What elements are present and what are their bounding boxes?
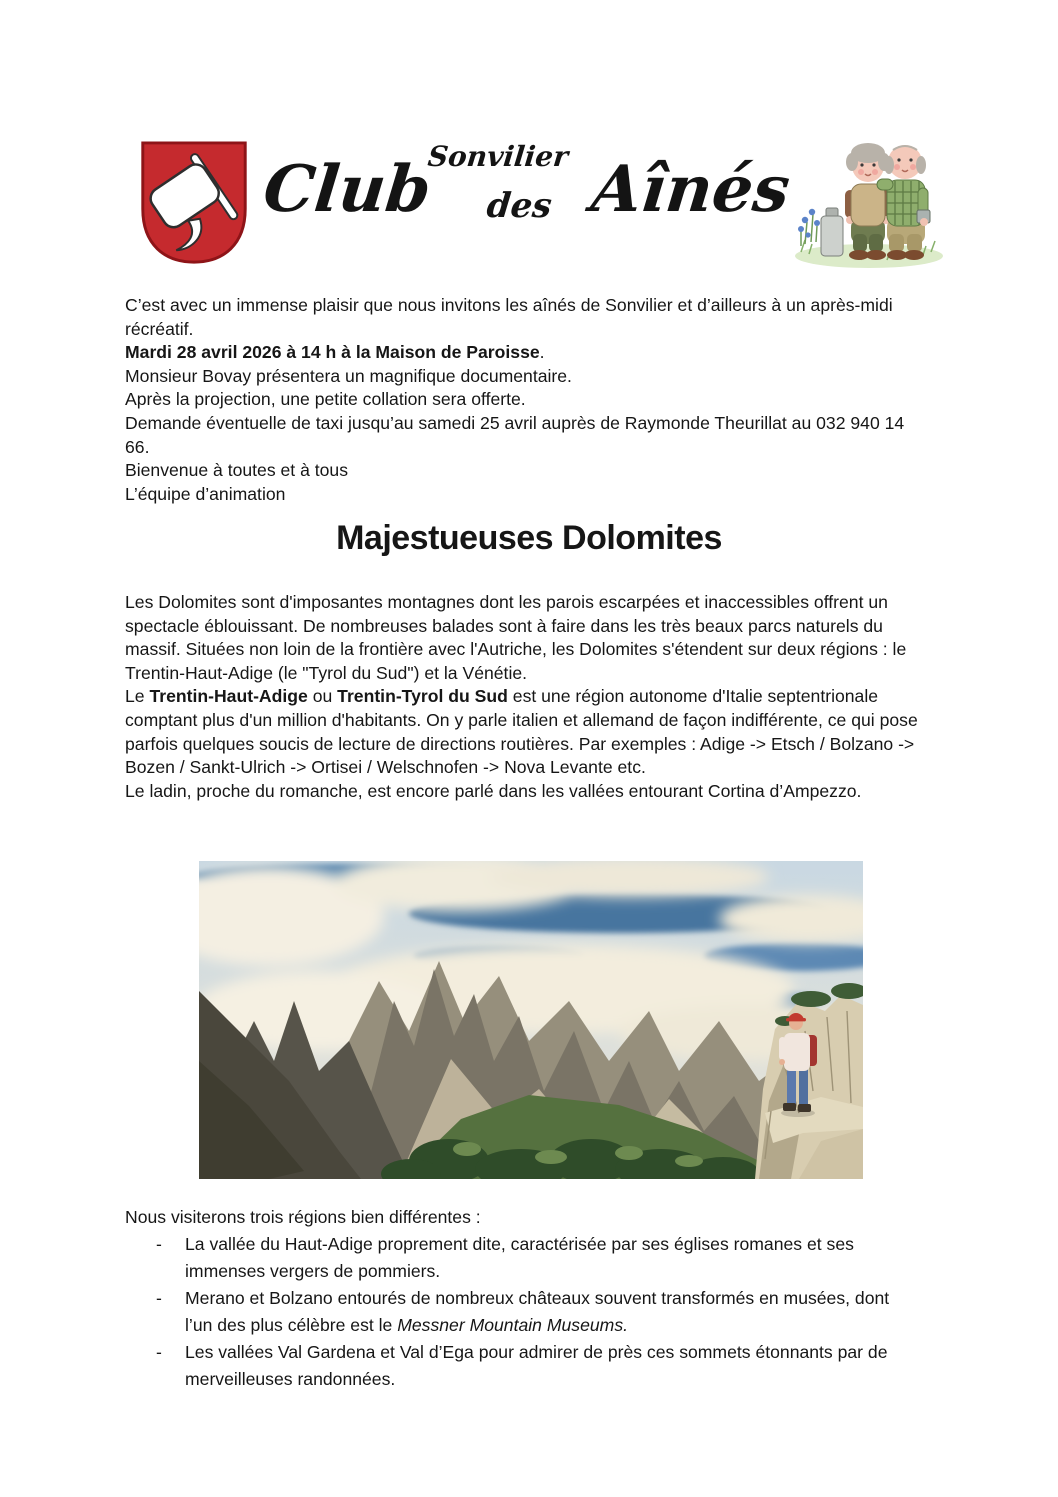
taxi-line: Demande éventuelle de taxi jusqu’au samedi 25 avril auprès de Raymonde Theurillat au 032 940 14 66. [125,412,905,457]
regions-section [125,1204,931,1393]
event-date-bold: Mardi 28 avril 2026 à 14 h à la Maison de Paroisse [125,342,540,363]
bullet-dash: - [156,1234,162,1254]
bullet-dash: - [156,1288,162,1308]
museum-name-italic: Messner Mountain Museums. [397,1315,628,1335]
regions-intro: Nous visiterons trois régions bien différentes : [125,1207,481,1227]
sonvilier-crest-icon [136,138,252,268]
intro-paragraph: C’est avec un immense plaisir que nous invitons les aînés de Sonvilier et d’ailleurs à un après-midi récréatif. [125,295,893,339]
club-script-aines: Aînés [588,152,794,227]
dolomites-paragraph-3: Le ladin, proche du romanche, est encore parlé dans les vallées entourant Cortina d’Ampezzo. [125,780,862,801]
intro-section [125,294,931,506]
welcome-line: Bienvenue à toutes et à tous [125,460,349,481]
list-item [125,1231,931,1285]
signature-line: L’équipe d’animation [125,483,286,504]
event-date-line: Mardi 28 avril 2026 à 14 h à la Maison de Paroisse. [125,342,545,363]
list-item-text: Les vallées Val Gardena et Val d’Ega pour admirer de près ces sommets étonnants par de merveilleuses randonnées. [185,1342,888,1389]
dolomites-paragraph-1: Les Dolomites sont d'imposantes montagnes dont les parois escarpées et inaccessibles offrent un spectacle éblouissant. De nombreuses balades sont à faire dans les très beaux parcs naturels du massif. Situées non loin de la frontière avec l'Autriche, les Dolomites s'étendent sur deux régions : le Trentin-Haut-Adige (le "Tyrol du Sud") et la Vénétie. [125,592,907,683]
presenter-line: Monsieur Bovay présentera un magnifique documentaire. [125,365,572,386]
dolomites-section [125,591,931,803]
club-script-des: des [484,186,554,226]
club-script-sonvilier: Sonvilier [426,140,570,173]
club-header [0,0,1058,290]
section-title: Majestueuses Dolomites [336,519,722,557]
list-item [125,1339,931,1393]
trentin-tyrol-bold: Trentin-Tyrol du Sud [337,686,508,707]
trentin-haut-adige-bold: Trentin-Haut-Adige [149,686,308,707]
collation-line: Après la projection, une petite collation sera offerte. [125,389,526,410]
club-script-club: Club [260,152,435,227]
list-item-text: La vallée du Haut-Adige proprement dite, caractérisée par ses églises romanes et ses immenses vergers de pommiers. [185,1234,854,1281]
list-item-text: Merano et Bolzano entourés de nombreux châteaux souvent transformés en musées, dont l’un des plus célèbre est le Messner Mountain Museums. [185,1288,890,1335]
list-item [125,1285,931,1339]
bullet-dash: - [156,1342,162,1362]
dolomites-paragraph-2: Le Trentin-Haut-Adige ou Trentin-Tyrol du Sud est une région autonome d'Italie septentrionale comptant plus d'un million d'habitants. On y parle italien et allemand de façon indifférente, ce qui pose parfois quelques soucis de lecture de directions routières. Par exemples : Adige -> Etsch / Bolzano -> Bozen / Sankt-Ulrich -> Ortisei / Welschnofen -> Nova Levante etc. [125,686,918,778]
dolomites-hiker-photo [199,861,863,1179]
elderly-couple-illustration [791,124,947,270]
